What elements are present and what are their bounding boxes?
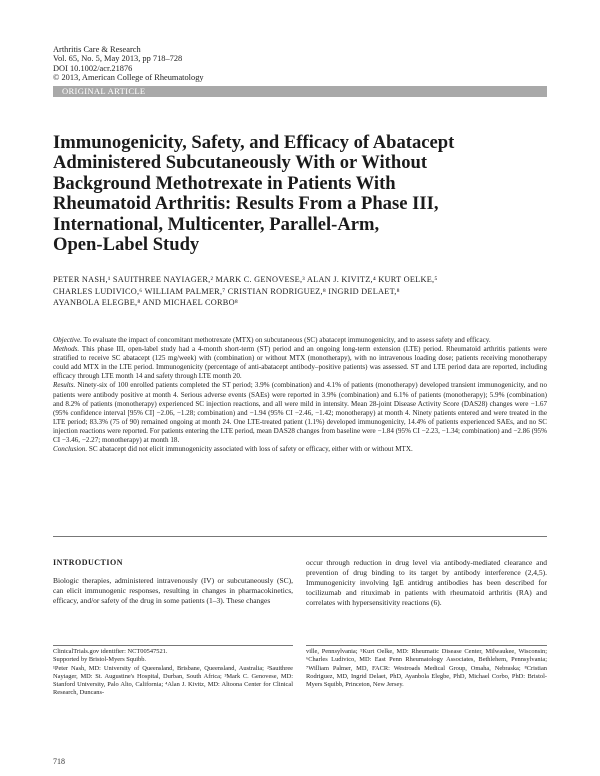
section-label: ORIGINAL ARTICLE (62, 86, 146, 96)
intro-paragraph: Biologic therapies, administered intravenously (IV) or subcutaneously (SC), can elicit immunogenic responses, resulting in changes in pharmacokinetics, efficacy, and/or safety of the drug in some patients (1–3). These changes (53, 576, 293, 605)
title-line: International, Multicenter, Parallel-Arm, (53, 213, 380, 235)
abstract-results (53, 381, 547, 445)
section-bar (53, 86, 547, 97)
abstract-methods (53, 345, 547, 381)
article-title (53, 133, 553, 255)
title-line: Immunogenicity, Safety, and Efficacy of Abatacept (53, 132, 455, 153)
footnote-divider-left (53, 645, 293, 646)
methods-text: This phase III, open-label study had a 4-month short-term (ST) period and an ongoing long-term extension (LTE) period. Rheumatoid arthritis patients were stratified to receive SC abatacept (125 mg/week) with (combination) or without MTX (monotherapy), with no intravenous loading dose; patients receiving monotherapy could add MTX in the LTE period. Immunogenicity (percentage of anti-abatacept antibody–positive patients) was assessed. ST and LTE period data are reported, including efficacy through LTE month 14 and safety through LTE month 20. (53, 345, 547, 381)
journal-copyright: © 2013, American College of Rheumatology (53, 73, 204, 83)
trial-identifier: ClinicalTrials.gov identifier: NCT00547521. (53, 648, 168, 655)
conclusion-text: SC abatacept did not elicit immunogenicity associated with loss of safety or efficacy, either with or without MTX. (88, 445, 413, 454)
title-line: Rheumatoid Arthritis: Results From a Phase III, (53, 193, 439, 215)
journal-doi: DOI 10.1002/acr.21876 (53, 63, 133, 73)
methods-label: Methods. (53, 345, 80, 354)
body-column-right (306, 558, 547, 608)
abstract-objective (53, 336, 547, 345)
journal-info (53, 45, 204, 83)
abstract-conclusion (53, 445, 547, 454)
page-number: 718 (53, 757, 65, 766)
abstract (53, 336, 547, 454)
intro-paragraph-continued: occur through reduction in drug level via antibody-mediated clearance and prevention of drug binding to its target by antibody interference (2,4,5). Immunogenicity involving IgE antidrug antibodies has been described for tocilizumab and rituximab in patients with rheumatoid arthritis (RA) and correlates with hypersensitivity reactions (6). (306, 558, 547, 607)
results-label: Results. (53, 381, 76, 390)
intro-heading: INTRODUCTION (53, 558, 124, 567)
results-text: Ninety-six of 100 enrolled patients completed the ST period; 3.9% (combination) and 4.1% of patients (monotherapy) developed transient immunogenicity, and no patients were antibody positive at month 4. Serious adverse events (SAEs) were reported in 3.9% (combination) and 6.1% of patients (monotherapy); 5.9% (combination) and 8.2% of patients (monotherapy) experienced SC injection reactions, and all were mild in intensity. Mean 28-joint Disease Activity Score (DAS28) changes were −1.67 (95% confidence interval [95% CI] −2.06, −1.28; combination) and −1.94 (95% CI −2.46, −1.42; monotherapy) at month 4. Ninety patients entered and were treated in the LTE period; 83.3% (75 of 90) remained ongoing at month 24. One LTE-treated patient (1.1%) developed immunogenicity, 14.4% of patients experienced SAEs, and no SC injection reactions were reported. For patients entering the LTE period, mean DAS28 changes from baseline were −1.84 (95% CI −2.23, −1.34; combination) and −2.86 (95% CI −3.46, −2.27; monotherapy) at month 18. (53, 381, 548, 445)
funding-note: Supported by Bristol-Myers Squibb. (53, 656, 147, 664)
objective-label: Objective. (53, 336, 82, 344)
conclusion-label: Conclusion. (53, 445, 88, 454)
abstract-divider (53, 536, 547, 537)
footnotes-left (53, 648, 293, 698)
author-list (53, 274, 547, 309)
footnotes-right (306, 648, 547, 689)
journal-name: Arthritis Care & Research (53, 45, 141, 54)
title-line: Background Methotrexate in Patients With (53, 172, 396, 194)
footnote-divider-right (306, 645, 547, 646)
author-line: CHARLES LUDIVICO,⁶ WILLIAM PALMER,⁷ CRISTIAN RODRIGUEZ,⁸ INGRID DELAET,⁸ (53, 286, 400, 296)
author-line: PETER NASH,¹ SAUITHREE NAYIAGER,² MARK C. GENOVESE,³ ALAN J. KIVITZ,⁴ KURT OELKE,⁵ (53, 275, 438, 284)
body-column-left (53, 558, 293, 606)
affiliations-right: ville, Pennsylvania; ⁵Kurt Oelke, MD: Rheumatic Disease Center, Milwaukee, Wisconsin; ⁶Charles Ludivico, MD: East Penn Rheumatology Associates, Bethlehem, Pennsylvania; ⁷William Palmer, MD, FACR: Westroads Medical Group, Omaha, Nebraska; ⁸Cristian Rodriguez, MD, Ingrid Delaet, PhD, Ayanbola Elegbe, PhD, Michael Corbo, PhD: Bristol-Myers Squibb, Princeton, New Jersey. (306, 648, 547, 689)
affiliations-left: ¹Peter Nash, MD: University of Queensland, Brisbane, Queensland, Australia; ²Sauithree Nayiager, MD: St. Augustine's Hospital, Durban, South Africa; ³Mark C. Genovese, MD: Stanford University, Palo Alto, California; ⁴Alan J. Kivitz, MD: Altoona Center for Clinical Research, Duncans- (53, 664, 293, 697)
title-line: Open-Label Study (53, 234, 200, 256)
objective-text: To evaluate the impact of concomitant methotrexate (MTX) on subcutaneous (SC) abatacept immunogenicity, and to assess safety and efficacy. (83, 336, 491, 344)
title-line: Administered Subcutaneously With or Without (53, 152, 428, 174)
author-line: AYANBOLA ELEGBE,⁸ AND MICHAEL CORBO⁸ (53, 298, 238, 308)
journal-volume: Vol. 65, No. 5, May 2013, pp 718–728 (53, 54, 183, 64)
